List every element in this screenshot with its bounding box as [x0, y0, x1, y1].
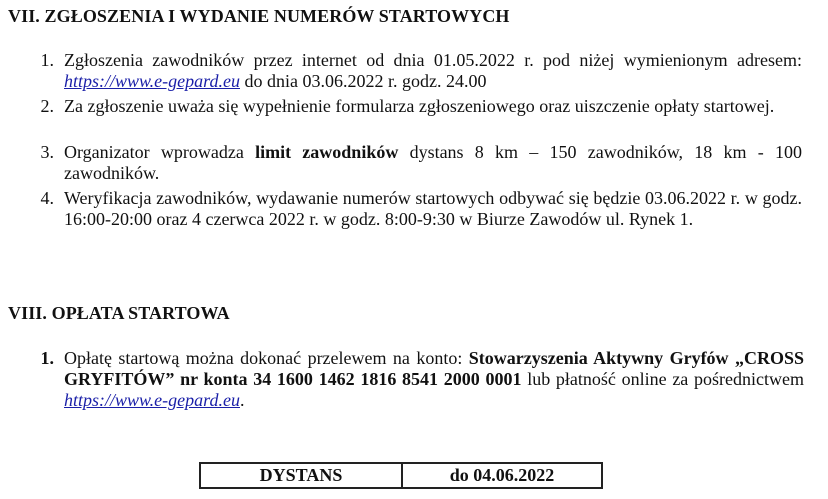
- item-number: 3.: [40, 142, 54, 162]
- item-number: 1.: [40, 50, 54, 70]
- item-number: 1.: [40, 348, 54, 368]
- item-text: Zgłoszenia zawodników przez internet od dnia 01.05.2022 r. pod niżej wymienionym adresem: https://www.e-gepard.eu do dnia 03.06.2022 r. godz. 24.00: [64, 50, 802, 91]
- registration-link[interactable]: https://www.e-gepard.eu: [64, 71, 240, 91]
- table-header-distance: DYSTANS: [201, 464, 403, 487]
- section-heading-vii: VII. ZGŁOSZENIA I WYDANIE NUMERÓW STARTOWYCH: [8, 6, 510, 26]
- item-text: Opłatę startową można dokonać przelewem na konto: Stowarzyszenia Aktywny Gryfów „CROSS GRYFITÓW” nr konta 34 1600 1462 1816 8541 2000 0001 lub płatność online za pośrednictwem https://www.e-gepard.eu.: [64, 348, 804, 410]
- item-text: Za zgłoszenie uważa się wypełnienie formularza zgłoszeniowego oraz uiszczenie opłaty startowej.: [64, 96, 775, 116]
- participant-limit-label: limit zawodników: [255, 142, 399, 162]
- item-number: 4.: [40, 188, 54, 208]
- bank-account-details: Stowarzyszenia Aktywny Gryfów „CROSS GRYFITÓW” nr konta 34 1600 1462 1816 8541 2000 0001: [64, 348, 804, 389]
- section-heading-viii: VIII. OPŁATA STARTOWA: [8, 303, 230, 323]
- payment-link[interactable]: https://www.e-gepard.eu: [64, 390, 240, 410]
- fee-table-header: [199, 462, 603, 489]
- item-text: Weryfikacja zawodników, wydawanie numerów startowych odbywać się będzie 03.06.2022 r. w godz. 16:00-20:00 oraz 4 czerwca 2022 r. w godz. 8:00-9:30 w Biurze Zawodów ul. Rynek 1.: [64, 188, 802, 229]
- item-number: 2.: [40, 96, 54, 116]
- item-text: Organizator wprowadza limit zawodników dystans 8 km – 150 zawodników, 18 km - 100 zawodników.: [64, 142, 803, 183]
- table-header-deadline: do 04.06.2022: [449, 465, 555, 485]
